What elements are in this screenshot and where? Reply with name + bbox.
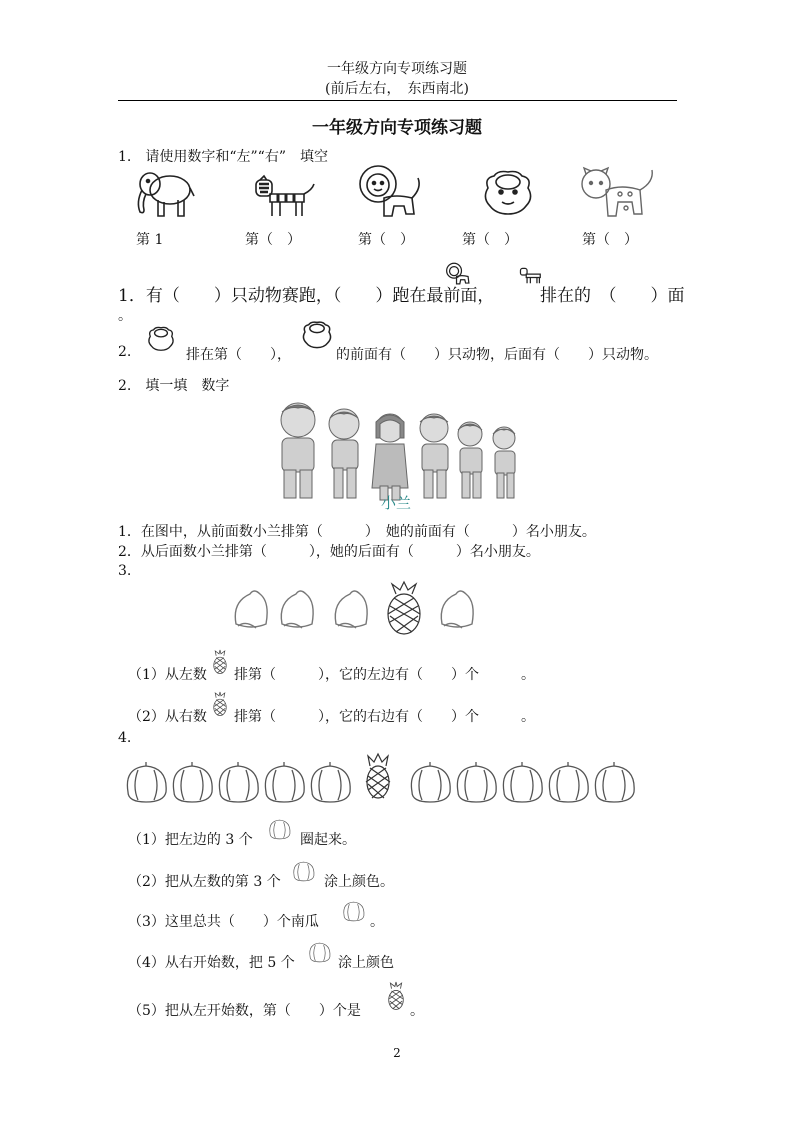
page-number: 2: [393, 1046, 401, 1060]
question-text: 圈起来。: [300, 832, 356, 848]
question-text: （2）从右数: [128, 709, 207, 725]
animal-position-label: 第（ ）: [358, 232, 414, 248]
question-text: 。: [370, 914, 384, 930]
question-text: 涂上颜色: [338, 955, 394, 971]
sheep-icon: [146, 325, 176, 353]
zebra-icon: [250, 172, 318, 220]
question-text: 涂上颜色。: [324, 874, 394, 890]
pumpkin-icon: [266, 818, 294, 842]
question-text: 2．从后面数小兰排第（ ），她的后面有（ ）名小朋友。: [118, 544, 540, 560]
question-text: 。: [410, 1003, 424, 1019]
question-text: 排第（ ），它的左边有（ ）个 。: [234, 667, 535, 683]
question-text: （1）从左数: [128, 667, 207, 683]
xiaolan-label: 小兰: [381, 494, 412, 512]
lion-icon: [356, 164, 424, 220]
question-text: 的前面有（ ）只动物，后面有（ ）只动物。: [336, 347, 658, 363]
question-text: 排在第（ ），: [186, 347, 291, 363]
pumpkin-row-image: [124, 756, 646, 804]
question-text: 排第（ ），它的右边有（ ）个 。: [234, 709, 535, 725]
header-divider: [118, 100, 677, 101]
question-text: 排在的 （ ）面: [540, 286, 685, 306]
peach-pineapple-row-image: [232, 584, 502, 636]
question-number: 3.: [118, 563, 132, 579]
question-text: （4）从右开始数，把 5 个: [128, 955, 295, 971]
header-title: 一年级方向专项练习题: [327, 61, 467, 77]
question-number: 4.: [118, 730, 132, 746]
sheep-icon: [480, 168, 536, 218]
question-text: （1）把左边的 3 个: [128, 832, 253, 848]
pineapple-icon: [212, 650, 228, 674]
question-text: 。: [118, 308, 132, 324]
elephant-icon: [134, 166, 196, 220]
question-text: 1．在图中，从前面数小兰排第（ ） 她的前面有（ ）名小朋友。: [118, 524, 596, 540]
pumpkin-icon: [340, 900, 368, 924]
question-text: 1．有（ ）只动物赛跑，（ ）跑在最前面，: [118, 286, 495, 306]
question-number: 2.: [118, 344, 132, 360]
animal-position-label: 第（ ）: [462, 232, 518, 248]
page-title: 一年级方向专项练习题: [312, 118, 482, 138]
leopard-icon: [578, 164, 662, 222]
section2-instruction: 2. 填一填 数字: [118, 378, 230, 394]
pumpkin-icon: [290, 860, 318, 884]
pineapple-icon: [212, 692, 228, 716]
question-text: （2）把从左数的第 3 个: [128, 874, 281, 890]
question-text: （3）这里总共（ ）个南瓜: [128, 914, 319, 930]
animal-position-label: 第 1: [136, 232, 164, 248]
animal-position-label: 第（ ）: [582, 232, 638, 248]
sheep-icon: [300, 320, 334, 350]
pineapple-icon: [386, 982, 406, 1010]
header-subtitle: (前后左右， 东西南北): [325, 81, 469, 97]
question-text: （5）把从左开始数，第（ ）个是: [128, 1003, 361, 1019]
lion-icon: [445, 262, 473, 286]
animal-position-label: 第（ ）: [245, 232, 301, 248]
section1-instruction: 1. 请使用数字和“左”“右” 填空: [118, 149, 328, 165]
pumpkin-icon: [306, 941, 334, 965]
